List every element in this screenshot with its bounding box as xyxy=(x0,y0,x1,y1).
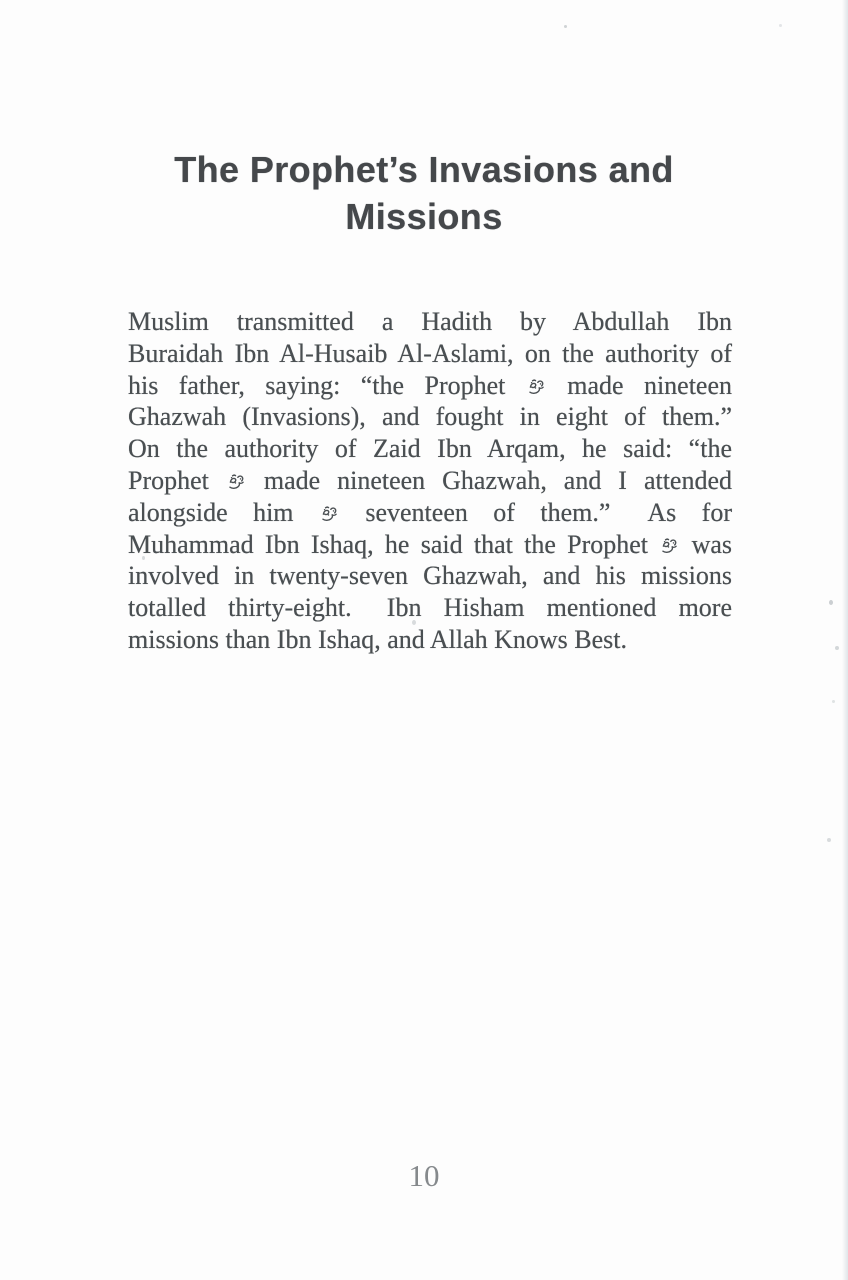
chapter-title-line-2: Missions xyxy=(345,196,503,237)
text-line: On the authority of Zaid Ibn Arqam, he said: “the xyxy=(128,434,732,464)
scan-speckle xyxy=(832,700,835,703)
text-line: Ghazwah (Invasions), and fought in eight of them.” xyxy=(128,402,732,432)
scan-speckle xyxy=(835,646,839,650)
text-line: missions than Ibn Ishaq, and Allah Knows Best. xyxy=(128,624,628,654)
text-line: alongside him seventeen of them.” As for xyxy=(128,497,733,527)
scan-speckle xyxy=(829,600,833,605)
scan-speckle xyxy=(564,25,567,28)
scan-speckle xyxy=(827,838,831,842)
text-line: his father, saying: “the Prophet made nineteen xyxy=(128,370,733,400)
chapter-title xyxy=(0,146,848,240)
chapter-title-line-1: The Prophet’s Invasions and xyxy=(174,149,674,190)
pbuh-calligraphy-icon xyxy=(226,471,247,492)
pbuh-calligraphy-icon xyxy=(319,503,340,524)
text-line: Muhammad Ibn Ishaq, he said that the Prophet was xyxy=(128,529,732,559)
text-line: totalled thirty-eight. Ibn Hisham mentioned more xyxy=(128,593,732,623)
pbuh-calligraphy-icon xyxy=(526,376,547,397)
text-line: Buraidah Ibn Al-Husaib Al-Aslami, on the authority of xyxy=(128,338,732,368)
pbuh-calligraphy-icon xyxy=(659,535,680,556)
text-line: Muslim transmitted a Hadith by Abdullah Ibn xyxy=(128,307,732,336)
text-line: involved in twenty-seven Ghazwah, and his missions xyxy=(128,561,732,591)
scan-speckle xyxy=(779,24,782,27)
page-number: 10 xyxy=(408,1158,440,1193)
body-paragraph xyxy=(128,306,732,656)
text-line: Prophet made nineteen Ghazwah, and I attended xyxy=(128,465,733,495)
